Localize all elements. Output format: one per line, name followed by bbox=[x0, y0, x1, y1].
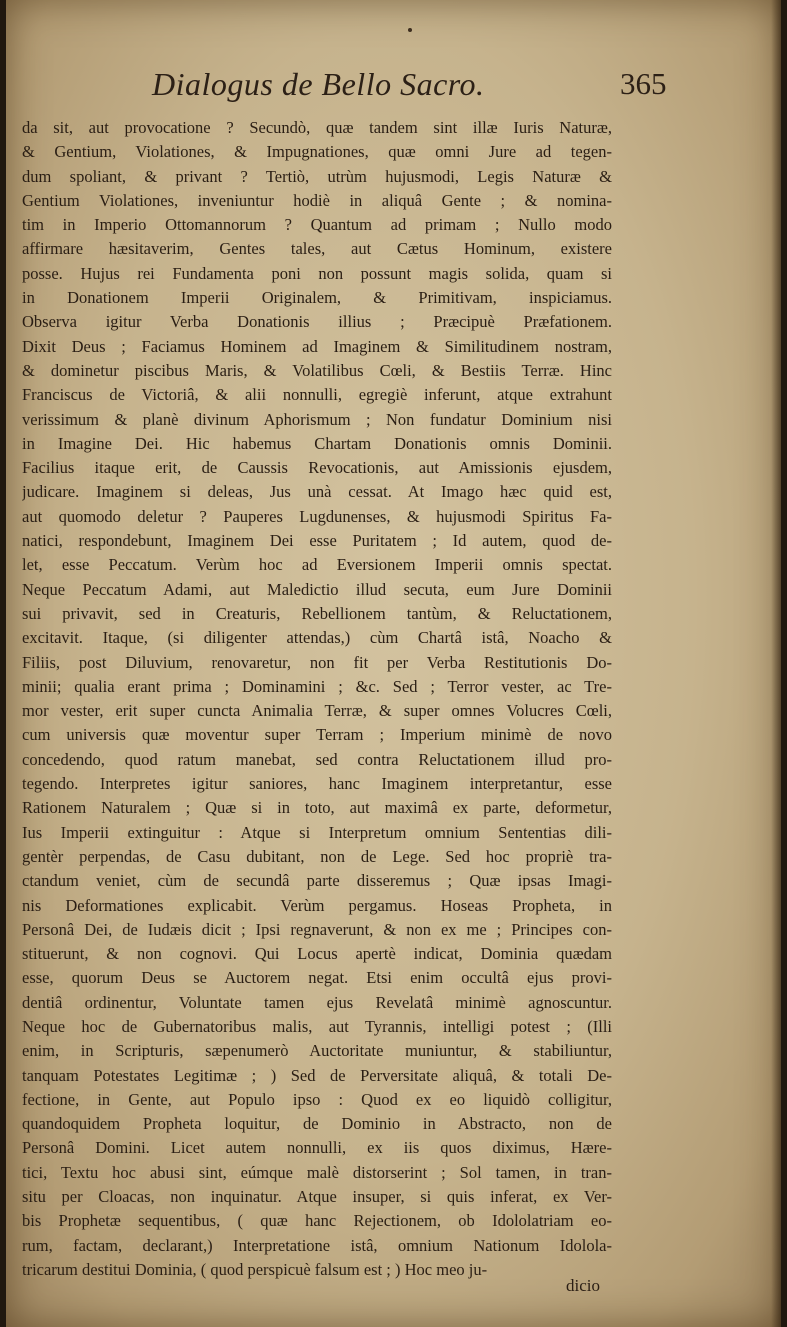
text-line: Dixit Deus ; Faciamus Hominem ad Imaginem & Similitudinem nostram, bbox=[22, 336, 612, 356]
page-gutter-shadow bbox=[771, 0, 781, 1327]
text-line: tricarum destitui Dominia, ( quod perspicuè falsum est ; ) Hoc meo ju- bbox=[22, 1259, 488, 1279]
text-line: natici, respondebunt, Imaginem Dei esse Puritatem ; Id autem, quod de- bbox=[22, 531, 612, 551]
text-line: tim in Imperio Ottomannorum ? Quantum ad primam ; Nullo modo bbox=[22, 215, 612, 235]
text-line: let, esse Peccatum. Verùm hoc ad Eversionem Imperii omnis spectat. bbox=[22, 555, 612, 575]
text-line: judicare. Imaginem si deleas, Jus unà cessat. At Imago hæc quid est, bbox=[22, 482, 612, 502]
text-line: aut quomodo deletur ? Pauperes Lugdunenses, & hujusmodi Spiritus Fa- bbox=[22, 506, 612, 526]
text-line: in Imagine Dei. Hic habemus Chartam Donationis omnis Dominii. bbox=[22, 433, 612, 453]
text-line: Neque hoc de Gubernatoribus malis, aut Tyrannis, intelligi potest ; (Illi bbox=[22, 1016, 612, 1036]
text-line: tegendo. Interpretes igitur saniores, hanc Imaginem interpretantur, esse bbox=[22, 774, 612, 794]
text-line: Gentium Violationes, inveniuntur hodiè in aliquâ Gente ; & nomina- bbox=[22, 190, 612, 210]
text-line: excitavit. Itaque, (si diligenter attendas,) cùm Chartâ istâ, Noacho & bbox=[22, 628, 612, 648]
text-line: tanquam Potestates Legitimæ ; ) Sed de Perversitate aliquâ, & totali De- bbox=[22, 1065, 612, 1085]
text-line: quandoquidem Propheta loquitur, de Dominio in Abstracto, non de bbox=[22, 1114, 612, 1134]
text-line: Personâ Domini. Licet autem nonnulli, ex iis quos diximus, Hære- bbox=[22, 1138, 612, 1158]
text-line: da sit, aut provocatione ? Secundò, quæ tandem sint illæ Iuris Naturæ, bbox=[22, 118, 612, 137]
text-line: cum universis quæ moventur super Terram ; Imperium minimè de novo bbox=[22, 725, 612, 745]
book-page bbox=[6, 0, 781, 1327]
text-line: minii; qualia erant prima ; Dominamini ; &c. Sed ; Terror vester, ac Tre- bbox=[22, 676, 612, 696]
text-line: Personâ Dei, de Iudæis dicit ; Ipsi regnaverunt, & non ex me ; Principes con- bbox=[22, 919, 612, 939]
text-line: rum, factam, declarant,) Interpretatione istâ, omnium Nationum Idolola- bbox=[22, 1235, 612, 1255]
text-line: Rationem Naturalem ; Quæ si in toto, aut maximâ ex parte, deformetur, bbox=[22, 798, 612, 818]
text-line: Filiis, post Diluvium, renovaretur, non fit per Verba Restitutionis Do- bbox=[22, 652, 612, 672]
text-line: situ per Cloacas, non inquinatur. Atque insuper, si quis inferat, ex Ver- bbox=[22, 1187, 612, 1207]
text-line: bis Prophetæ sequentibus, ( quæ hanc Rejectionem, ob Idololatriam eo- bbox=[22, 1211, 612, 1231]
text-line: dum spoliant, & privant ? Tertiò, utrùm hujusmodi, Legis Naturæ & bbox=[22, 166, 612, 186]
text-line: dentiâ ordinentur, Voluntate tamen ejus Revelatâ minimè agnoscuntur. bbox=[22, 992, 612, 1012]
text-line: stituerunt, & non cognovi. Qui Locus apertè indicat, Dominia quædam bbox=[22, 944, 612, 964]
text-line: posse. Hujus rei Fundamenta poni non possunt magis solida, quam si bbox=[22, 263, 612, 283]
text-line: & dominetur piscibus Maris, & Volatilibus Cœli, & Bestiis Terræ. Hinc bbox=[22, 360, 612, 380]
text-line: Neque Peccatum Adami, aut Maledictio illud secuta, eum Jure Dominii bbox=[22, 579, 612, 599]
text-line: mor vester, erit super cuncta Animalia Terræ, & super omnes Volucres Cœli, bbox=[22, 701, 612, 721]
text-line: verissimum & planè divinum Aphorismum ; Non fundatur Dominium nisi bbox=[22, 409, 612, 429]
text-line: tici, Textu hoc abusi sint, eúmque malè distorserint ; Sol tamen, in tran- bbox=[22, 1162, 612, 1182]
body-text bbox=[22, 116, 612, 1282]
page-header bbox=[6, 66, 781, 112]
text-line: affirmare hæsitaverim, Gentes tales, aut Cætus Hominum, existere bbox=[22, 239, 612, 259]
text-line: nis Deformationes explicabit. Verùm pergamus. Hoseas Propheta, in bbox=[22, 895, 612, 915]
text-line: & Gentium, Violationes, & Impugnationes, quæ omni Jure ad tegen- bbox=[22, 142, 612, 162]
text-line: Facilius itaque erit, de Caussis Revocationis, aut Amissionis ejusdem, bbox=[22, 458, 612, 478]
text-line: concedendo, quod ratum manebat, sed contra Reluctationem illud pro- bbox=[22, 749, 612, 769]
text-line: Franciscus de Victoriâ, & alii nonnulli, egregiè inferunt, atque extrahunt bbox=[22, 385, 612, 405]
catchword: dicio bbox=[566, 1276, 600, 1295]
text-line: in Donationem Imperii Originalem, & Primitivam, inspiciamus. bbox=[22, 288, 612, 308]
ink-dot bbox=[408, 28, 412, 32]
text-line: Ius Imperii extinguitur : Atque si Interpretum omnium Sententias dili- bbox=[22, 822, 612, 842]
text-line: Observa igitur Verba Donationis illius ; Præcipuè Præfationem. bbox=[22, 312, 612, 332]
text-line: enim, in Scripturis, sæpenumerò Auctoritate muniuntur, & stabiliuntur, bbox=[22, 1041, 612, 1061]
running-title: Dialogus de Bello Sacro. bbox=[152, 66, 485, 102]
text-line: esse, quorum Deus se Auctorem negat. Etsi enim occultâ ejus provi- bbox=[22, 968, 612, 988]
text-line: fectione, in Gente, aut Populo ipso : Quod ex eo liquidò colligitur, bbox=[22, 1089, 612, 1109]
text-line: sui privavit, sed in Creaturis, Rebellionem tantùm, & Reluctationem, bbox=[22, 603, 612, 623]
text-line: gentèr perpendas, de Casu dubitant, non de Lege. Sed hoc propriè tra- bbox=[22, 846, 612, 866]
page-number: 365 bbox=[620, 66, 667, 101]
text-line: ctandum veniet, cùm de secundâ parte disseremus ; Quæ ipsas Imagi- bbox=[22, 871, 612, 891]
